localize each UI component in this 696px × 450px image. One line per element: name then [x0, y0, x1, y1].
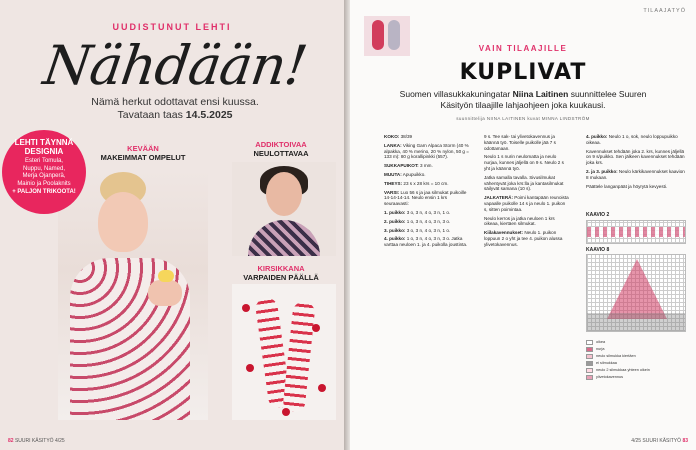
paragraph-text: 3 o, 3 n, 4 o, 3 n, 1 o.: [405, 227, 451, 233]
paragraph: [484, 154, 570, 171]
paragraph: [384, 210, 470, 216]
paragraph-text: 1 o, 3 n, 4 o, 3 n, 3 o.: [405, 218, 451, 224]
paragraph-heading: 3. puikko:: [384, 227, 406, 233]
article-title: KUPLIVAT: [459, 60, 587, 85]
folio-left: [8, 438, 65, 444]
legend-swatch: [586, 375, 593, 380]
folio-text: 4/25 SUURI KÄSITYÖ: [631, 438, 682, 444]
paragraph-text: 1 o, 3 n, 4 o, 3 n, 3 o. Jatka varttaa neuloen 1. ja 4. puikolla joustinta.: [384, 236, 468, 248]
paragraph-heading: TIHEYS:: [384, 180, 403, 186]
face-shape: [266, 172, 302, 216]
chart-8-label: KAAVIO 8: [586, 247, 610, 253]
paragraph-heading: VARSI:: [384, 189, 400, 195]
paragraph-heading: 4. puikko:: [384, 236, 406, 242]
badge-name: Merja Ojanperä,: [22, 173, 66, 179]
deck-line-2-prefix: Tavataan taas: [117, 109, 186, 121]
page-number: 82: [8, 438, 14, 444]
body-column-1: [384, 134, 470, 251]
macaron: [158, 270, 174, 282]
badge-name: Mainio ja Poolaknits: [17, 180, 71, 187]
legend-row: [586, 375, 690, 380]
deck-date: 14.5.2025: [185, 109, 233, 121]
paragraph: [484, 230, 570, 247]
badge-name: Nuppu, Named,: [22, 165, 66, 172]
legend-swatch: [586, 368, 593, 373]
photo-cherry-socks: [232, 284, 336, 420]
chart-legend: [586, 340, 690, 382]
paragraph-text: 9 s. Tee sak- tai ylivetokavennus ja käännä työ. Toiselle puikolle jää 7 s odottamaan.: [484, 134, 556, 151]
paragraph-text: 23 s x 28 krs = 10 cm.: [402, 180, 449, 186]
section-tag: TILAAJATYÖ: [643, 8, 686, 14]
legend-swatch: [586, 347, 593, 352]
paragraph: [484, 195, 570, 212]
folio-right: [631, 438, 688, 444]
legend-row: [586, 347, 690, 352]
paragraph-heading: 2. ja 3. puikko:: [586, 168, 618, 174]
paragraph: [586, 149, 686, 166]
paragraph-text: Neulo kärkikavennukset kaavion 8 mukaan.: [586, 168, 685, 180]
legend-swatch: [586, 354, 593, 359]
legend-text: ei silmukkaa: [596, 361, 617, 366]
paragraph-text: Neulo 1 o, sok, neulo loppupuikko oikeaa.: [586, 134, 678, 145]
label-text: MAKEIMMAT OMPELUT: [100, 153, 186, 162]
paragraph: [384, 236, 470, 248]
paragraph-text: 38/39: [399, 134, 413, 139]
lead-prefix: Suomen villasukkakuningatar: [399, 89, 513, 99]
paragraph-text: Luo 56 s ja jaa silmukat puikoille 14-14-14-14. Neulo ensin 1 krs seuraavasti:: [384, 189, 467, 207]
body-column-2: [484, 134, 570, 251]
left-page: [0, 0, 344, 450]
label-accent: KIRSIKKANA: [257, 264, 305, 273]
label-text: NEULOTTAVAA: [253, 149, 309, 158]
paragraph-heading: 1. puikko:: [384, 209, 406, 215]
kicker: UUDISTUNUT LEHTI: [112, 22, 232, 32]
legend-row: [586, 361, 690, 366]
paragraph: [586, 134, 686, 146]
lead-suffix: suunnittelee Suuren Käsityön tilaajille lahjaohjeen joka kuukausi.: [440, 89, 647, 110]
paragraph: [586, 169, 686, 181]
photo-woman-macaron: [58, 170, 208, 420]
paragraph: [384, 163, 470, 169]
paragraph: [484, 216, 570, 228]
face-shape: [98, 192, 148, 252]
label-kevaan: [98, 144, 188, 162]
lead-name: Niina Laitinen: [512, 89, 569, 99]
paragraph: [484, 175, 570, 192]
paragraph: [384, 190, 470, 207]
badge-extra: + PALJON TRIKOOTA!: [12, 189, 76, 195]
paragraph: [384, 181, 470, 187]
cherry-shape: [246, 364, 254, 372]
paragraph: [586, 184, 686, 190]
paragraph-heading: SUKKAPUIKOT:: [384, 163, 419, 169]
chart-gray-area: [587, 313, 685, 331]
hand-shape: [148, 280, 182, 306]
folio-text: SUURI KÄSITYÖ 4/25: [14, 438, 65, 444]
paragraph-heading: LANKA:: [384, 142, 402, 148]
legend-swatch: [586, 340, 593, 345]
legend-text: oikea: [596, 340, 606, 345]
knitted-collar: [248, 220, 320, 256]
paragraph: [384, 228, 470, 234]
legend-row: [586, 354, 690, 359]
paragraph-heading: Kiilakavennukset:: [484, 230, 524, 236]
paragraph-heading: JALKATERÄ:: [484, 195, 514, 201]
label-addiktoivaa: [236, 140, 326, 158]
paragraph-text: Kavennukset tehdään joka 2. krs, kunnes jäljellä on 9 s/puikko. Sen jälkeen kavennukset tehdään joka krs.: [586, 148, 685, 166]
label-text: VARPAIDEN PÄÄLLÄ: [243, 273, 319, 282]
paragraph: [384, 143, 470, 160]
right-page: [350, 0, 696, 450]
legend-row: [586, 368, 690, 373]
kicker: VAIN TILAAJILLE: [478, 44, 568, 53]
chart-2-label: KAAVIO 2: [586, 212, 610, 218]
credit: suunnittelija NIINA LAITINEN kuvat MINNA LINDSTRÖM: [456, 116, 590, 121]
paragraph-text: Viking Garn Alpaca Storm (40 % alpakka, 40 % merino, 20 % nylon, 50 g = 133 m): 80 g korallipinkki (557).: [384, 142, 469, 160]
cherry-shape: [242, 304, 250, 312]
paragraph: [384, 134, 470, 140]
photo-portrait: [232, 162, 336, 256]
label-accent: ADDIKTOIVAA: [255, 140, 307, 149]
badge-title-1: LEHTI TÄYNNÄ: [14, 138, 74, 147]
page-number: 83: [682, 438, 688, 444]
paragraph: [384, 172, 470, 178]
chart-toe-shape: [607, 259, 667, 319]
label-accent: KEVÄÄN: [127, 144, 159, 153]
paragraph-text: Neulo kerros ja jatka neuloen 1 krs oikeaa, kiertäen silmukat.: [484, 215, 555, 227]
legend-swatch: [586, 361, 593, 366]
sock-shape: [282, 301, 315, 413]
legend-text: neulo 2 silmukkaa yhteen oikein: [596, 368, 650, 373]
deck-line-1: Nämä herkut odottavat ensi kuussa.: [91, 96, 259, 108]
paragraph-text: Jatka samalla tavalla. Sivusilmukat vähentyvät joka krs:lla ja kantasilmukat säilyvät samana (10 s).: [484, 174, 564, 192]
cherry-shape: [318, 384, 326, 392]
body-column-3: [586, 134, 686, 192]
cherry-shape: [282, 408, 290, 416]
knitting-chart-8: [586, 254, 686, 332]
badge-name: Esteri Tomula,: [25, 158, 63, 164]
paragraph-text: Apupuikko.: [401, 171, 426, 177]
paragraph-text: 3 mm.: [418, 163, 433, 169]
paragraph-heading: 4. puikko:: [586, 134, 608, 139]
paragraph-heading: 2. puikko:: [384, 218, 406, 224]
legend-row: [586, 340, 690, 345]
label-kirsikkana: [236, 264, 326, 282]
cherry-shape: [312, 324, 320, 332]
paragraph: [384, 219, 470, 225]
headline: Nähdään!: [39, 34, 311, 97]
paragraph-text: 3 o, 3 n, 4 o, 3 n, 1 o.: [405, 209, 451, 215]
paragraph-heading: KOKO:: [384, 134, 400, 139]
paragraph-text: Päättele langanpäät ja höyrytä kevyesti.: [586, 183, 668, 189]
paragraph-text: Neulo 1 s nurin neulomatta ja neulo nurjaa, kunnes jäljellä on 9 s. Neulo 2 s yht ja käännä työ.: [484, 154, 564, 171]
lead: [390, 89, 656, 111]
paragraph-text: Poimi kantapään reunoista vapaalle puikolle 14 s ja neulo 1. puikon s, sitten poimintaa.: [484, 195, 569, 212]
legend-text: nurja: [596, 347, 605, 352]
paragraph-heading: MUUTA:: [384, 171, 402, 177]
legend-text: ylivetokavennus: [596, 375, 624, 380]
knitting-chart-2: [586, 220, 686, 244]
deck-line-2: [60, 109, 290, 122]
legend-text: neulo silmukka kiertäen: [596, 354, 636, 359]
paragraph-text: Neulo 1. puikon loppuun 2 o yht ja tee 4. puikon alussa ylivetokavennus.: [484, 230, 563, 247]
paragraph: [484, 134, 570, 151]
chart-pattern-band: [587, 227, 685, 237]
badge-names: [2, 158, 86, 188]
designers-badge: [2, 130, 86, 214]
badge-title-2: DESIGNIA: [24, 147, 64, 156]
deck: [60, 96, 290, 122]
